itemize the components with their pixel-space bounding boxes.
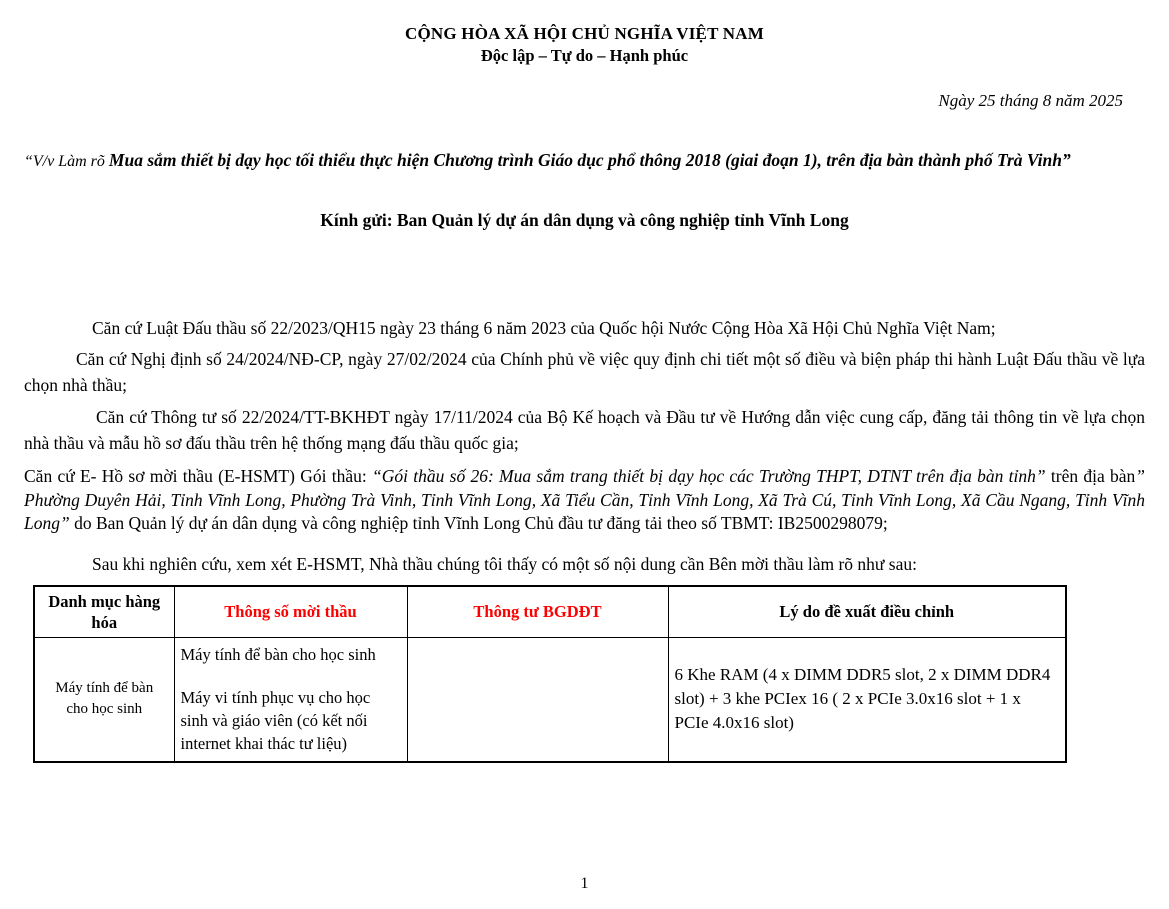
cell-adjustment-reason: 6 Khe RAM (4 x DIMM DDR5 slot, 2 x DIMM DDR4 slot) + 3 khe PCIex 16 ( 2 x PCIe 3.0x16 slot + 1 x PCIe 4.0x16 slot): [668, 638, 1066, 762]
page-number: 1: [580, 875, 589, 892]
citation-ehsmt: [24, 465, 1145, 536]
subject-prefix: “V/v Làm rõ: [24, 153, 109, 170]
recipient-line: Kính gửi: Ban Quản lý dự án dân dụng và công nghiệp tỉnh Vĩnh Long: [320, 210, 849, 230]
national-title: CỘNG HÒA XÃ HỘI CHỦ NGHĨA VIỆT NAM: [405, 24, 764, 43]
citation-ehsmt-locations: ” Phường Duyên Hải, Tỉnh Vĩnh Long, Phường Trà Vinh, Tỉnh Vĩnh Long, Xã Tiểu Cần, Tỉnh Vĩnh Long, Xã Trà Cú, Tỉnh Vĩnh Long, Xã Cầu Ngang, Tỉnh Vĩnh Long”: [24, 466, 1146, 533]
citation-ehsmt-seg3: trên địa bàn: [1045, 466, 1136, 486]
subject-line: [24, 147, 1145, 175]
subject-emphasis: Mua sắm thiết bị dạy học tối thiểu thực hiện Chương trình Giáo dục phổ thông 2018 (giai đoạn 1), trên địa bàn thành phố Trà Vinh”: [108, 150, 1071, 170]
cell-category: Máy tính để bàn cho học sinh: [34, 638, 174, 762]
citation-circular: Căn cứ Thông tư số 22/2024/TT-BKHĐT ngày 17/11/2024 của Bộ Kế hoạch và Đầu tư về Hướng dẫn việc cung cấp, đăng tải thông tin về lựa chọn nhà thầu và mẫu hồ sơ đấu thầu trên hệ thống mạng đấu thầu quốc gia;: [24, 407, 1145, 453]
date-line: Ngày 25 tháng 8 năm 2025: [938, 91, 1123, 110]
cell-moet-circular: [407, 638, 668, 762]
citation-ehsmt-package-title: “Gói thầu số 26: Mua sắm trang thiết bị dạy học các Trường THPT, DTNT trên địa bàn tỉnh”: [372, 466, 1046, 486]
cell-bid-specs: [174, 638, 407, 762]
column-header-adjustment-reason: Lý do đề xuất điều chỉnh: [668, 586, 1066, 638]
clarification-table: [33, 585, 1067, 763]
column-header-bid-specs: Thông số mời thầu: [174, 586, 407, 638]
table-header-row: [34, 586, 1066, 638]
table-row: [34, 638, 1066, 762]
request-intro: Sau khi nghiên cứu, xem xét E-HSMT, Nhà thầu chúng tôi thấy có một số nội dung cần Bên mời thầu làm rõ như sau:: [92, 553, 917, 574]
national-header: [24, 22, 1145, 67]
spec-paragraph-2: Máy vi tính phục vụ cho học sinh và giáo viên (có kết nối internet khai thác tư liệu): [180, 688, 371, 754]
column-header-category: Danh mục hàng hóa: [34, 586, 174, 638]
citation-decree: Căn cứ Nghị định số 24/2024/NĐ-CP, ngày 27/02/2024 của Chính phủ về việc quy định chi tiết một số điều và biện pháp thi hành Luật Đấu thầu về lựa chọn nhà thầu;: [24, 349, 1145, 395]
spec-paragraph-1: Máy tính để bàn cho học sinh: [180, 645, 376, 665]
column-header-moet-circular: Thông tư BGDĐT: [407, 586, 668, 638]
citation-ehsmt-seg5: do Ban Quản lý dự án dân dụng và công nghiệp tỉnh Vĩnh Long Chủ đầu tư đăng tải theo số TBMT: IB2500298079;: [69, 513, 888, 533]
citation-ehsmt-seg1: Căn cứ E- Hồ sơ mời thầu (E-HSMT) Gói thầu:: [24, 466, 372, 486]
national-motto: Độc lập – Tự do – Hạnh phúc: [480, 46, 689, 65]
citation-law: Căn cứ Luật Đấu thầu số 22/2023/QH15 ngày 23 tháng 6 năm 2023 của Quốc hội Nước Cộng Hòa Xã Hội Chủ Nghĩa Việt Nam;: [92, 318, 996, 338]
